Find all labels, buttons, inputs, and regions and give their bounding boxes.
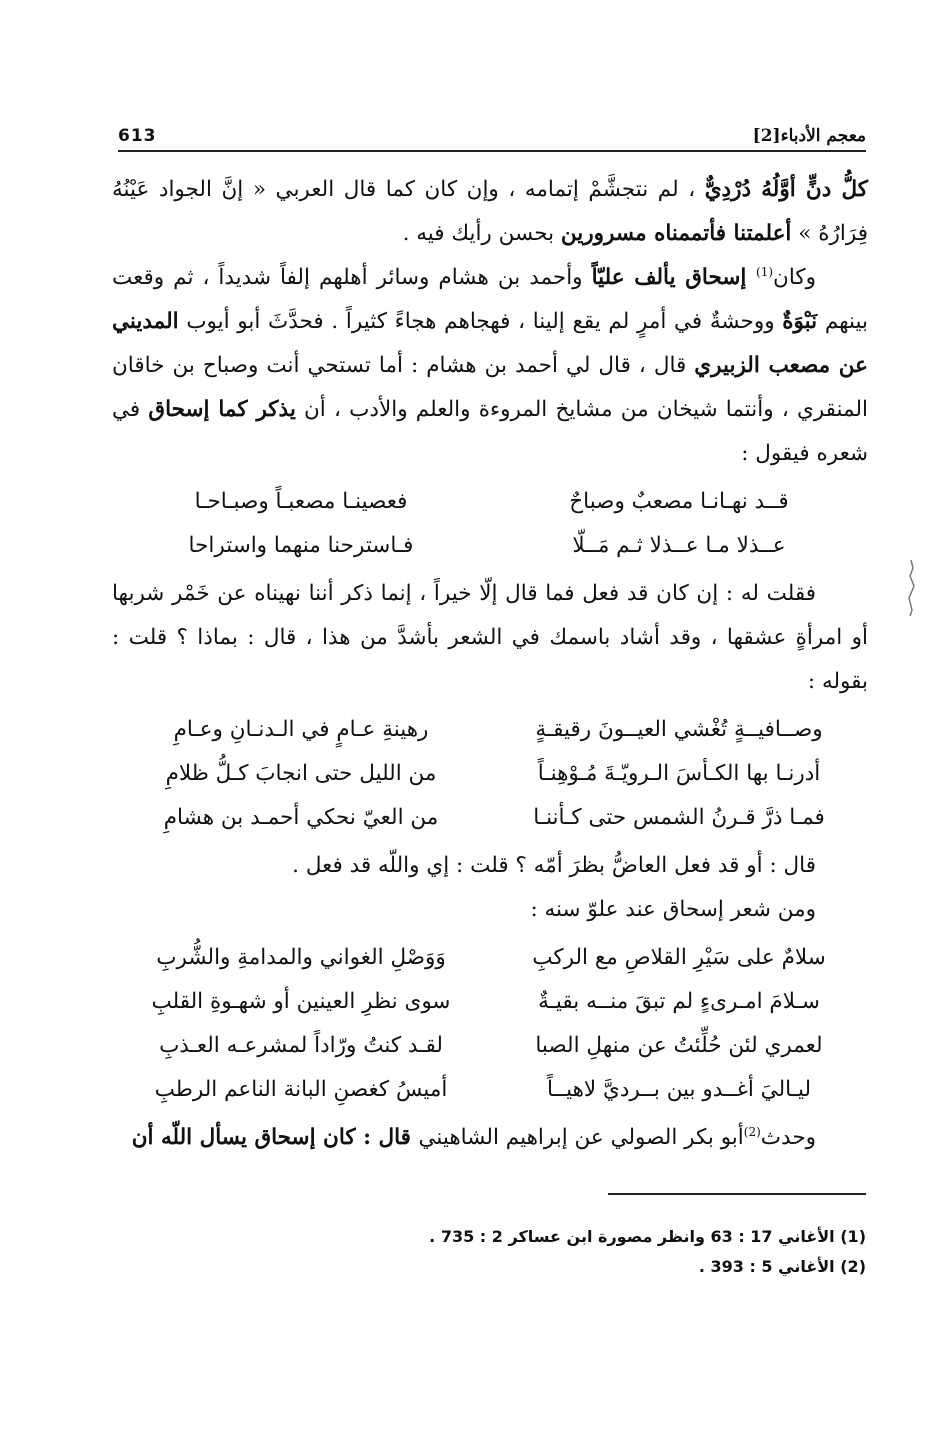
p2-bold-6: المديني عن مصعب الزبيري — [112, 309, 868, 378]
hemistich-left: سوى نظرِ العينين أو شهـوةِ القلبِ — [151, 989, 451, 1014]
hemistich-left: فعصينـا مصعبـاً وصبـاحـا — [194, 489, 408, 514]
p6-bold-3: قال : كان إسحاق يسأل اللّه أن — [131, 1125, 419, 1150]
hemistich-right: فمـا ذرَّ قـرنُ الشمس حتى كـأننـا — [533, 805, 825, 830]
verse-line — [112, 980, 868, 1024]
p1-text-2: ، لم نتجشَّمْ إتمامه ، وإن كان كما قال العربي « إنَّ الجواد عَيْنُهُ فِرَارُهُ » — [112, 177, 868, 246]
p2-text-1: وكان — [773, 265, 816, 290]
paragraph-6 — [112, 1116, 868, 1160]
header-rule — [118, 150, 866, 152]
p1-bold-3: أعلمتنا فأتممناه مسرورين — [560, 221, 792, 246]
verse-line — [112, 1068, 868, 1112]
hemistich-left: أميسُ كغصنِ البانة الناعم الرطبِ — [154, 1077, 448, 1102]
hemistich-right: وصــافيــةٍ تُغْشي العيــونَ رقيقـةٍ — [535, 717, 823, 742]
p2-text-7: قال ، قال لي أحمد بن هشام : أما تستحي أنت وصباح بن خاقان المنقري ، وأنتما شيخان من مشايخ المروءة والعلم والأدب ، أن — [112, 353, 868, 422]
hemistich-left: لقـد كنتُ ورّاداً لمشرعـه العـذبِ — [159, 1033, 443, 1058]
p2-text-9: في شعره فيقول : — [112, 397, 868, 466]
footnote-rule — [608, 1193, 866, 1195]
paragraph-2 — [112, 256, 868, 476]
hemistich-right: سـلامَ امـرىءٍ لم تبقَ منــه بقيـةٌ — [538, 989, 820, 1014]
p4-text-1: قال : أو قد فعل العاضُّ بظرَ أمّه ؟ قلت : إي واللّه قد فعل . — [292, 853, 816, 878]
verse-line — [112, 708, 868, 752]
verse-line — [112, 480, 868, 524]
p3-text-1: فقلت له : إن كان قد فعل فما قال إلّا خيراً ، إنما ذكر أننا نهيناه عن خَمْر شربها أو امرأةٍ عشقها ، وقد أشاد باسمك في الشعر بأشدَّ من هذا ، قال : بماذا ؟ قلت : بقوله : — [112, 581, 868, 694]
hemistich-left: رهينةِ عـامٍ في الـدنـانِ وعـامِ — [173, 717, 429, 742]
paragraph-3 — [112, 572, 868, 704]
footnote-ref-1[interactable]: (1) — [756, 264, 774, 279]
verse-line — [112, 1024, 868, 1068]
p2-bold-4: نَبْوَةٌ — [782, 309, 818, 334]
hemistich-left: فـاسترحنا منهما واستراحا — [188, 533, 414, 558]
hemistich-right: قــد نهـانـا مصعبٌ وصباحٌ — [569, 489, 789, 514]
footnote-2: (2) الأغاني 5 : 393 . — [698, 1257, 866, 1276]
p6-text-1: وحدث — [760, 1125, 816, 1150]
hemistich-right: لعمري لئن حُلِّئتُ عن منهلِ الصبا — [535, 1033, 823, 1058]
hemistich-right: أدرنـا بها الكـأسَ الـرويّـةَ مُـوْهِنـاً — [537, 761, 821, 786]
paragraph-4 — [112, 844, 868, 888]
verse-line — [112, 936, 868, 980]
p2-bold-8: يذكر كما إسحاق — [148, 397, 296, 422]
p1-text-4: بحسن رأيك فيه . — [402, 221, 561, 246]
main-text — [112, 168, 868, 1160]
footnote-1: (1) الأغاني 17 : 63 وانظر مصورة ابن عساكر 2 : 735 . — [429, 1227, 866, 1246]
hemistich-right: سلامٌ على سَيْرِ القلاصِ مع الركبِ — [532, 945, 826, 970]
p2-bold-2: إسحاق يألف عليّاً — [591, 265, 757, 290]
p5-text-1: ومن شعر إسحاق عند علوّ سنه : — [530, 897, 816, 922]
p2-text-3: وأحمد بن هشام وسائر أهلهم إلفاً شديداً ، ثم وقعت بينهم — [112, 265, 868, 334]
hemistich-left: من العيّ نحكي أحمـد بن هشامِ — [163, 805, 439, 830]
footnote-ref-2[interactable]: (2) — [743, 1124, 761, 1139]
page-header — [118, 112, 866, 146]
verse-line — [112, 796, 868, 840]
p1-bold-1: كلُّ دنٍّ أوَّلُهُ دُرْدِيٌّ — [704, 177, 868, 202]
hemistich-right: ليـاليَ أغــدو بين بــرديَّ لاهيــاً — [546, 1077, 812, 1102]
p2-text-5: ووحشةٌ في أمرٍ لم يقع إلينا ، فهجاهم هجاءً كثيراً . فحدَّثَ أبو أيوب — [178, 309, 783, 334]
hemistich-left: من الليل حتى انجابَ كـلُّ ظلامِ — [165, 761, 437, 786]
running-title: معجم الأدباء[2] — [752, 126, 866, 146]
paragraph-1 — [112, 168, 868, 256]
poem-1 — [112, 480, 868, 568]
page-number: 613 — [118, 126, 157, 146]
poem-3 — [112, 936, 868, 1112]
verse-line — [112, 752, 868, 796]
verse-line — [112, 524, 868, 568]
hemistich-right: عــذلا مـا عــذلا ثـم مَــلّا — [572, 533, 786, 558]
hemistich-left: وَوَصْلِ الغواني والمدامةِ والشُّربِ — [156, 945, 446, 970]
p6-text-2: أبو بكر الصولي عن إبراهيم الشاهيني — [418, 1125, 744, 1150]
scan-speck-mark — [905, 558, 917, 618]
paragraph-5 — [112, 888, 868, 932]
footnotes — [150, 1222, 866, 1282]
poem-2 — [112, 708, 868, 840]
